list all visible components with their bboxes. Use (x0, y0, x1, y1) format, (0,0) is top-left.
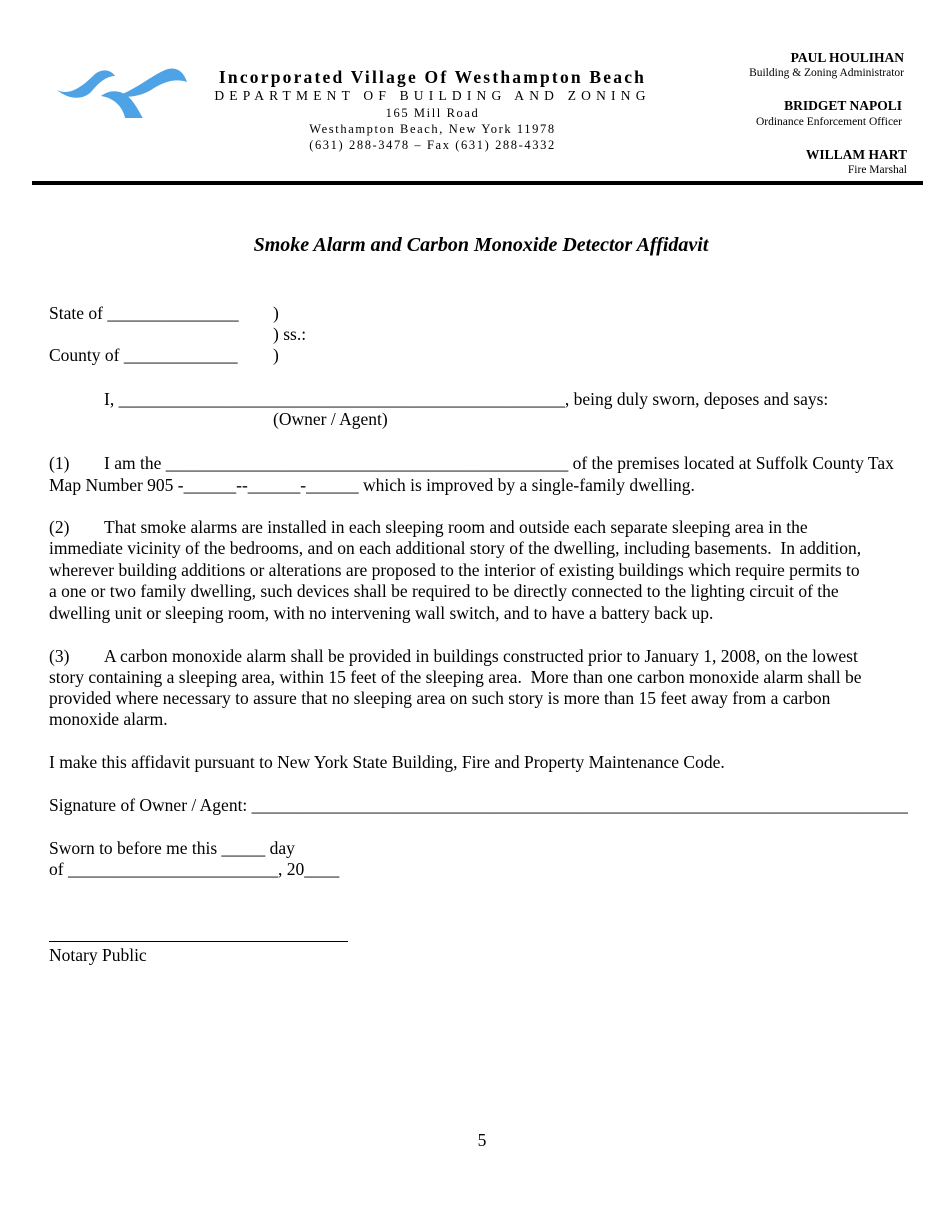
paragraph-2-line: immediate vicinity of the bedrooms, and on each additional story of the dwelling, including basements. In addition, (49, 538, 862, 558)
owner-agent-caption: (Owner / Agent) (273, 409, 388, 429)
paragraph-3-line: story containing a sleeping area, within 15 feet of the sleeping area. More than one carbon monoxide alarm shall be (49, 667, 862, 687)
org-title: Incorporated Village Of Westhampton Beach (218, 67, 647, 87)
document-title: Smoke Alarm and Carbon Monoxide Detector Affidavit (253, 234, 709, 256)
staff-name: PAUL HOULIHAN (790, 50, 904, 65)
paragraph-number: (1) (49, 453, 70, 473)
page-number: 5 (477, 1130, 487, 1150)
notary-signature-line (49, 941, 348, 942)
venue-ss: ) ss.: (273, 324, 307, 344)
address-line-2: Westhampton Beach, New York 11978 (309, 122, 556, 136)
department-name: DEPARTMENT OF BUILDING AND ZONING (214, 88, 651, 103)
paragraph-3-line: A carbon monoxide alarm shall be provided in buildings constructed prior to January 1, 2008, on the lowest (104, 646, 858, 666)
phone-fax: (631) 288-3478 – Fax (631) 288-4332 (309, 138, 556, 152)
paragraph-2-line: dwelling unit or sleeping room, with no intervening wall switch, and to have a battery back up. (49, 603, 714, 623)
paragraph-2-line: wherever building additions or alterations are proposed to the interior of existing buildings which require permits to (49, 560, 860, 580)
signature-line: Signature of Owner / Agent: ___________________________________________________________________________ (49, 795, 908, 815)
address-line-1: 165 Mill Road (385, 106, 480, 120)
staff-role: Building & Zoning Administrator (749, 67, 904, 79)
paragraph-number: (2) (49, 517, 70, 537)
sworn-date-line: of ________________________, 20____ (49, 859, 340, 879)
venue-paren: ) (273, 345, 279, 365)
header-divider (32, 181, 923, 185)
paragraph-number: (3) (49, 646, 70, 666)
deponent-line: I, ___________________________________________________, being duly sworn, deposes and says: (104, 389, 829, 409)
pursuant-statement: I make this affidavit pursuant to New York State Building, Fire and Property Maintenance Code. (49, 752, 725, 772)
staff-role: Fire Marshal (847, 164, 907, 176)
paragraph-1-line: I am the ______________________________________________ of the premises located at Suffolk County Tax (104, 453, 894, 473)
paragraph-2-line: a one or two family dwelling, such devices shall be required to be directly connected to the lighting circuit of the (49, 581, 839, 601)
notary-label: Notary Public (49, 945, 147, 965)
staff-role: Ordinance Enforcement Officer (755, 116, 902, 128)
state-of-field: State of _______________ (49, 303, 239, 323)
venue-paren: ) (273, 303, 279, 323)
paragraph-1-line: Map Number 905 -______--______-______ which is improved by a single-family dwelling. (49, 475, 695, 495)
county-of-field: County of _____________ (49, 345, 238, 365)
staff-name: BRIDGET NAPOLI (784, 98, 902, 113)
sworn-line: Sworn to before me this _____ day (49, 838, 295, 858)
paragraph-3-line: monoxide alarm. (49, 709, 168, 729)
paragraph-2-line: That smoke alarms are installed in each sleeping room and outside each separate sleeping area in the (104, 517, 808, 537)
staff-name: WILLAM HART (805, 147, 907, 162)
paragraph-3-line: provided where necessary to assure that no sleeping area on such story is more than 15 feet away from a carbon (49, 688, 831, 708)
